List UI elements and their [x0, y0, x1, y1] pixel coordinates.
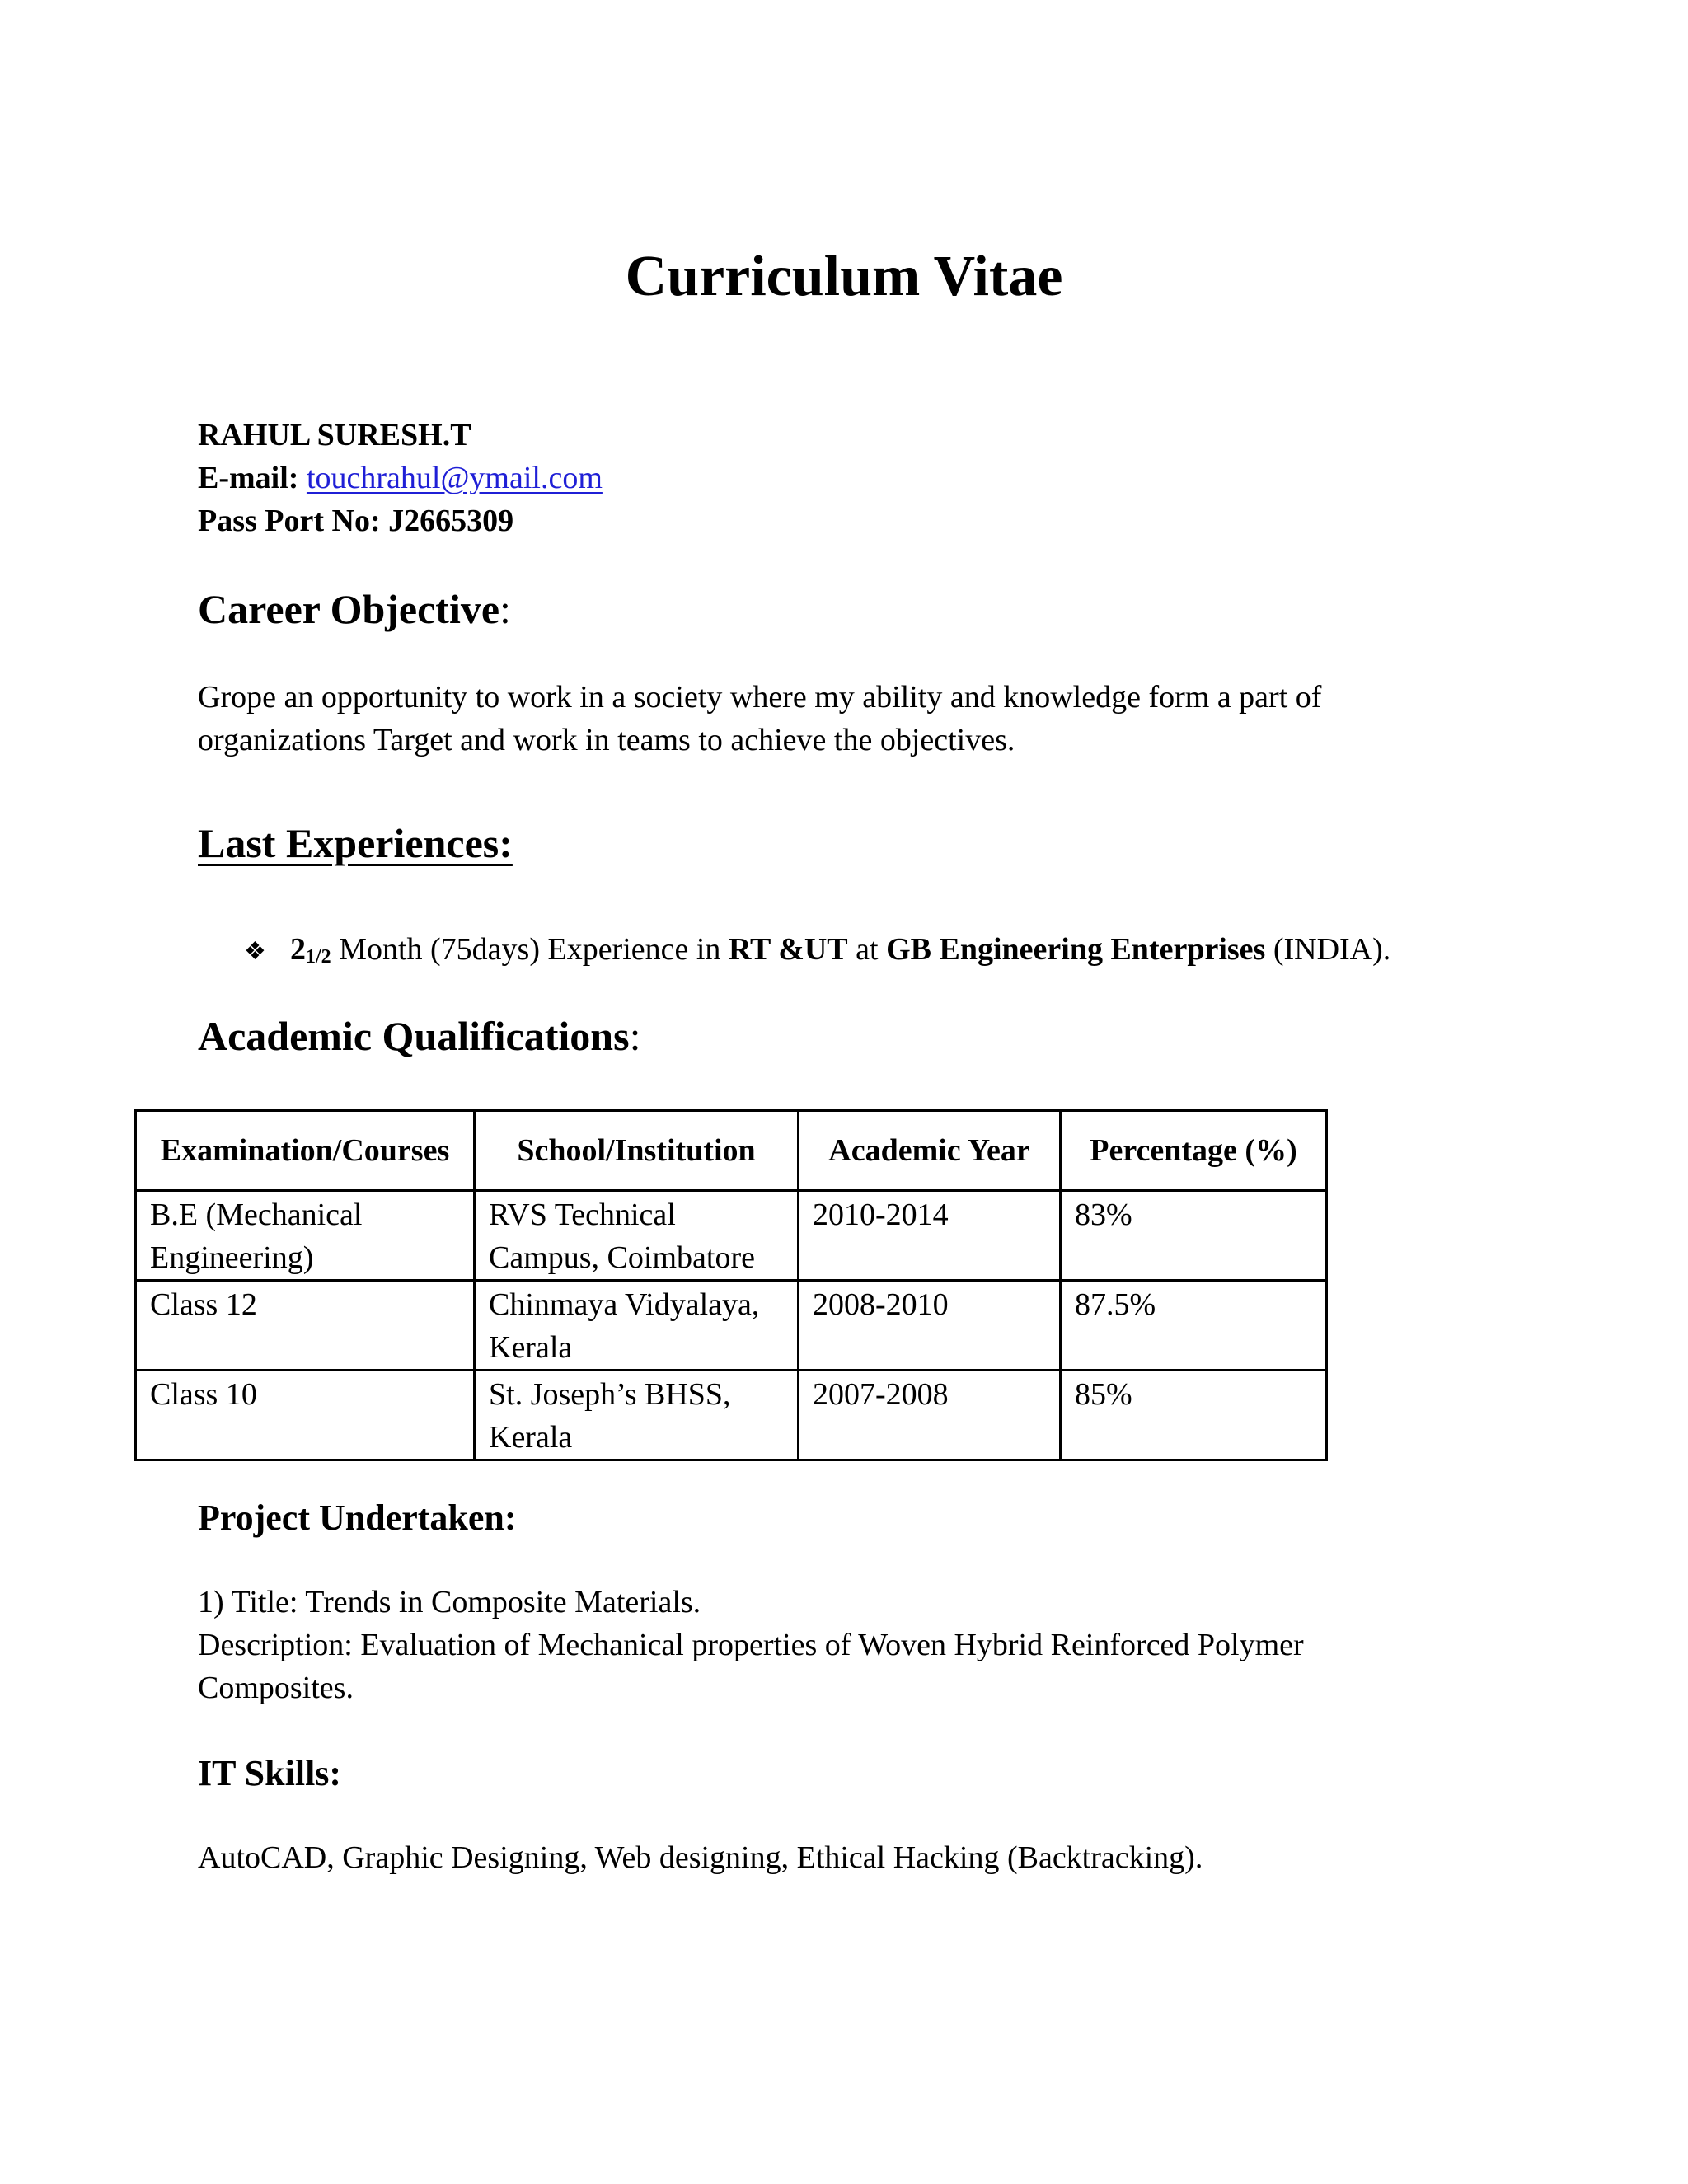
experience-item	[244, 928, 1390, 978]
cell-year: 2010-2014	[799, 1191, 1061, 1281]
academics-colon: :	[629, 1013, 641, 1059]
project-description-line-2: Composites.	[198, 1671, 354, 1705]
it-skills-text: AutoCAD, Graphic Designing, Web designing, Ethical Hacking (Backtracking).	[198, 1840, 1203, 1875]
cell-school-line: Kerala	[489, 1420, 573, 1455]
cell-school-line: Campus, Coimbatore	[489, 1240, 755, 1275]
career-objective-heading-text: Career Objective	[198, 586, 500, 632]
cell-course-line: Class 10	[150, 1377, 257, 1412]
cell-year: 2008-2010	[799, 1281, 1061, 1371]
cell-percentage: 87.5%	[1061, 1281, 1327, 1371]
academics-table	[134, 1109, 1328, 1461]
table-header-row	[136, 1111, 1327, 1191]
cell-percentage: 83%	[1061, 1191, 1327, 1281]
cell-course	[136, 1191, 475, 1281]
experience-text-2: at	[847, 932, 887, 967]
career-objective-line-1: Grope an opportunity to work in a society where my ability and knowledge form a part of	[198, 680, 1322, 715]
cell-course-line: Engineering)	[150, 1240, 314, 1275]
experience-company: GB Engineering Enterprises	[886, 932, 1266, 967]
email-link[interactable]: touchrahul@ymail.com	[306, 461, 603, 495]
table-row	[136, 1191, 1327, 1281]
page-title: Curriculum Vitae	[625, 245, 1063, 308]
academics-heading	[198, 1010, 640, 1062]
career-objective-heading	[198, 583, 511, 635]
cell-year: 2007-2008	[799, 1371, 1061, 1460]
cell-course-line: Class 12	[150, 1287, 257, 1322]
email-row	[198, 457, 603, 499]
cell-school	[475, 1191, 799, 1281]
academics-heading-text: Academic Qualifications	[198, 1013, 630, 1059]
cell-school-line: St. Joseph’s BHSS,	[489, 1377, 731, 1412]
career-objective-colon: :	[499, 586, 511, 632]
cell-school-line: Kerala	[489, 1330, 573, 1365]
column-header-year: Academic Year	[799, 1111, 1061, 1191]
cell-course	[136, 1281, 475, 1371]
cell-school-line: RVS Technical	[489, 1197, 676, 1232]
cell-percentage: 85%	[1061, 1371, 1327, 1460]
candidate-name: RAHUL SURESH.T	[198, 418, 471, 452]
email-label: E-mail:	[198, 461, 299, 495]
cell-school	[475, 1371, 799, 1460]
experience-field: RT &UT	[728, 932, 848, 967]
experience-text-3: (INDIA).	[1265, 932, 1391, 967]
column-header-course: Examination/Courses	[136, 1111, 475, 1191]
career-objective-line-2: organizations Target and work in teams to achieve the objectives.	[198, 723, 1015, 757]
project-heading: Project Undertaken:	[198, 1497, 517, 1538]
experience-duration-number: 2	[290, 932, 306, 967]
experience-heading	[198, 818, 513, 869]
cell-school-line: Chinmaya Vidyalaya,	[489, 1287, 760, 1322]
project-description-line-1: Description: Evaluation of Mechanical properties of Woven Hybrid Reinforced Polymer	[198, 1628, 1304, 1662]
academics-table-wrapper	[134, 1109, 1328, 1461]
table-row	[136, 1281, 1327, 1371]
column-header-school: School/Institution	[475, 1111, 799, 1191]
it-skills-heading: IT Skills:	[198, 1753, 342, 1793]
experience-heading-text: Last Experiences:	[198, 820, 513, 866]
experience-text-1: Month (75days) Experience in	[331, 932, 729, 967]
cell-course-line: B.E (Mechanical	[150, 1197, 363, 1232]
cell-school	[475, 1281, 799, 1371]
passport-label: Pass Port No:	[198, 504, 381, 538]
diamond-bullet-icon: ❖	[244, 938, 266, 965]
passport-row	[198, 499, 513, 542]
table-row	[136, 1371, 1327, 1460]
column-header-percentage: Percentage (%)	[1061, 1111, 1327, 1191]
cell-course	[136, 1371, 475, 1460]
passport-number: J2665309	[388, 504, 514, 538]
experience-duration-fraction: 1/2	[306, 946, 331, 968]
project-title-line: 1) Title: Trends in Composite Materials.	[198, 1585, 701, 1619]
